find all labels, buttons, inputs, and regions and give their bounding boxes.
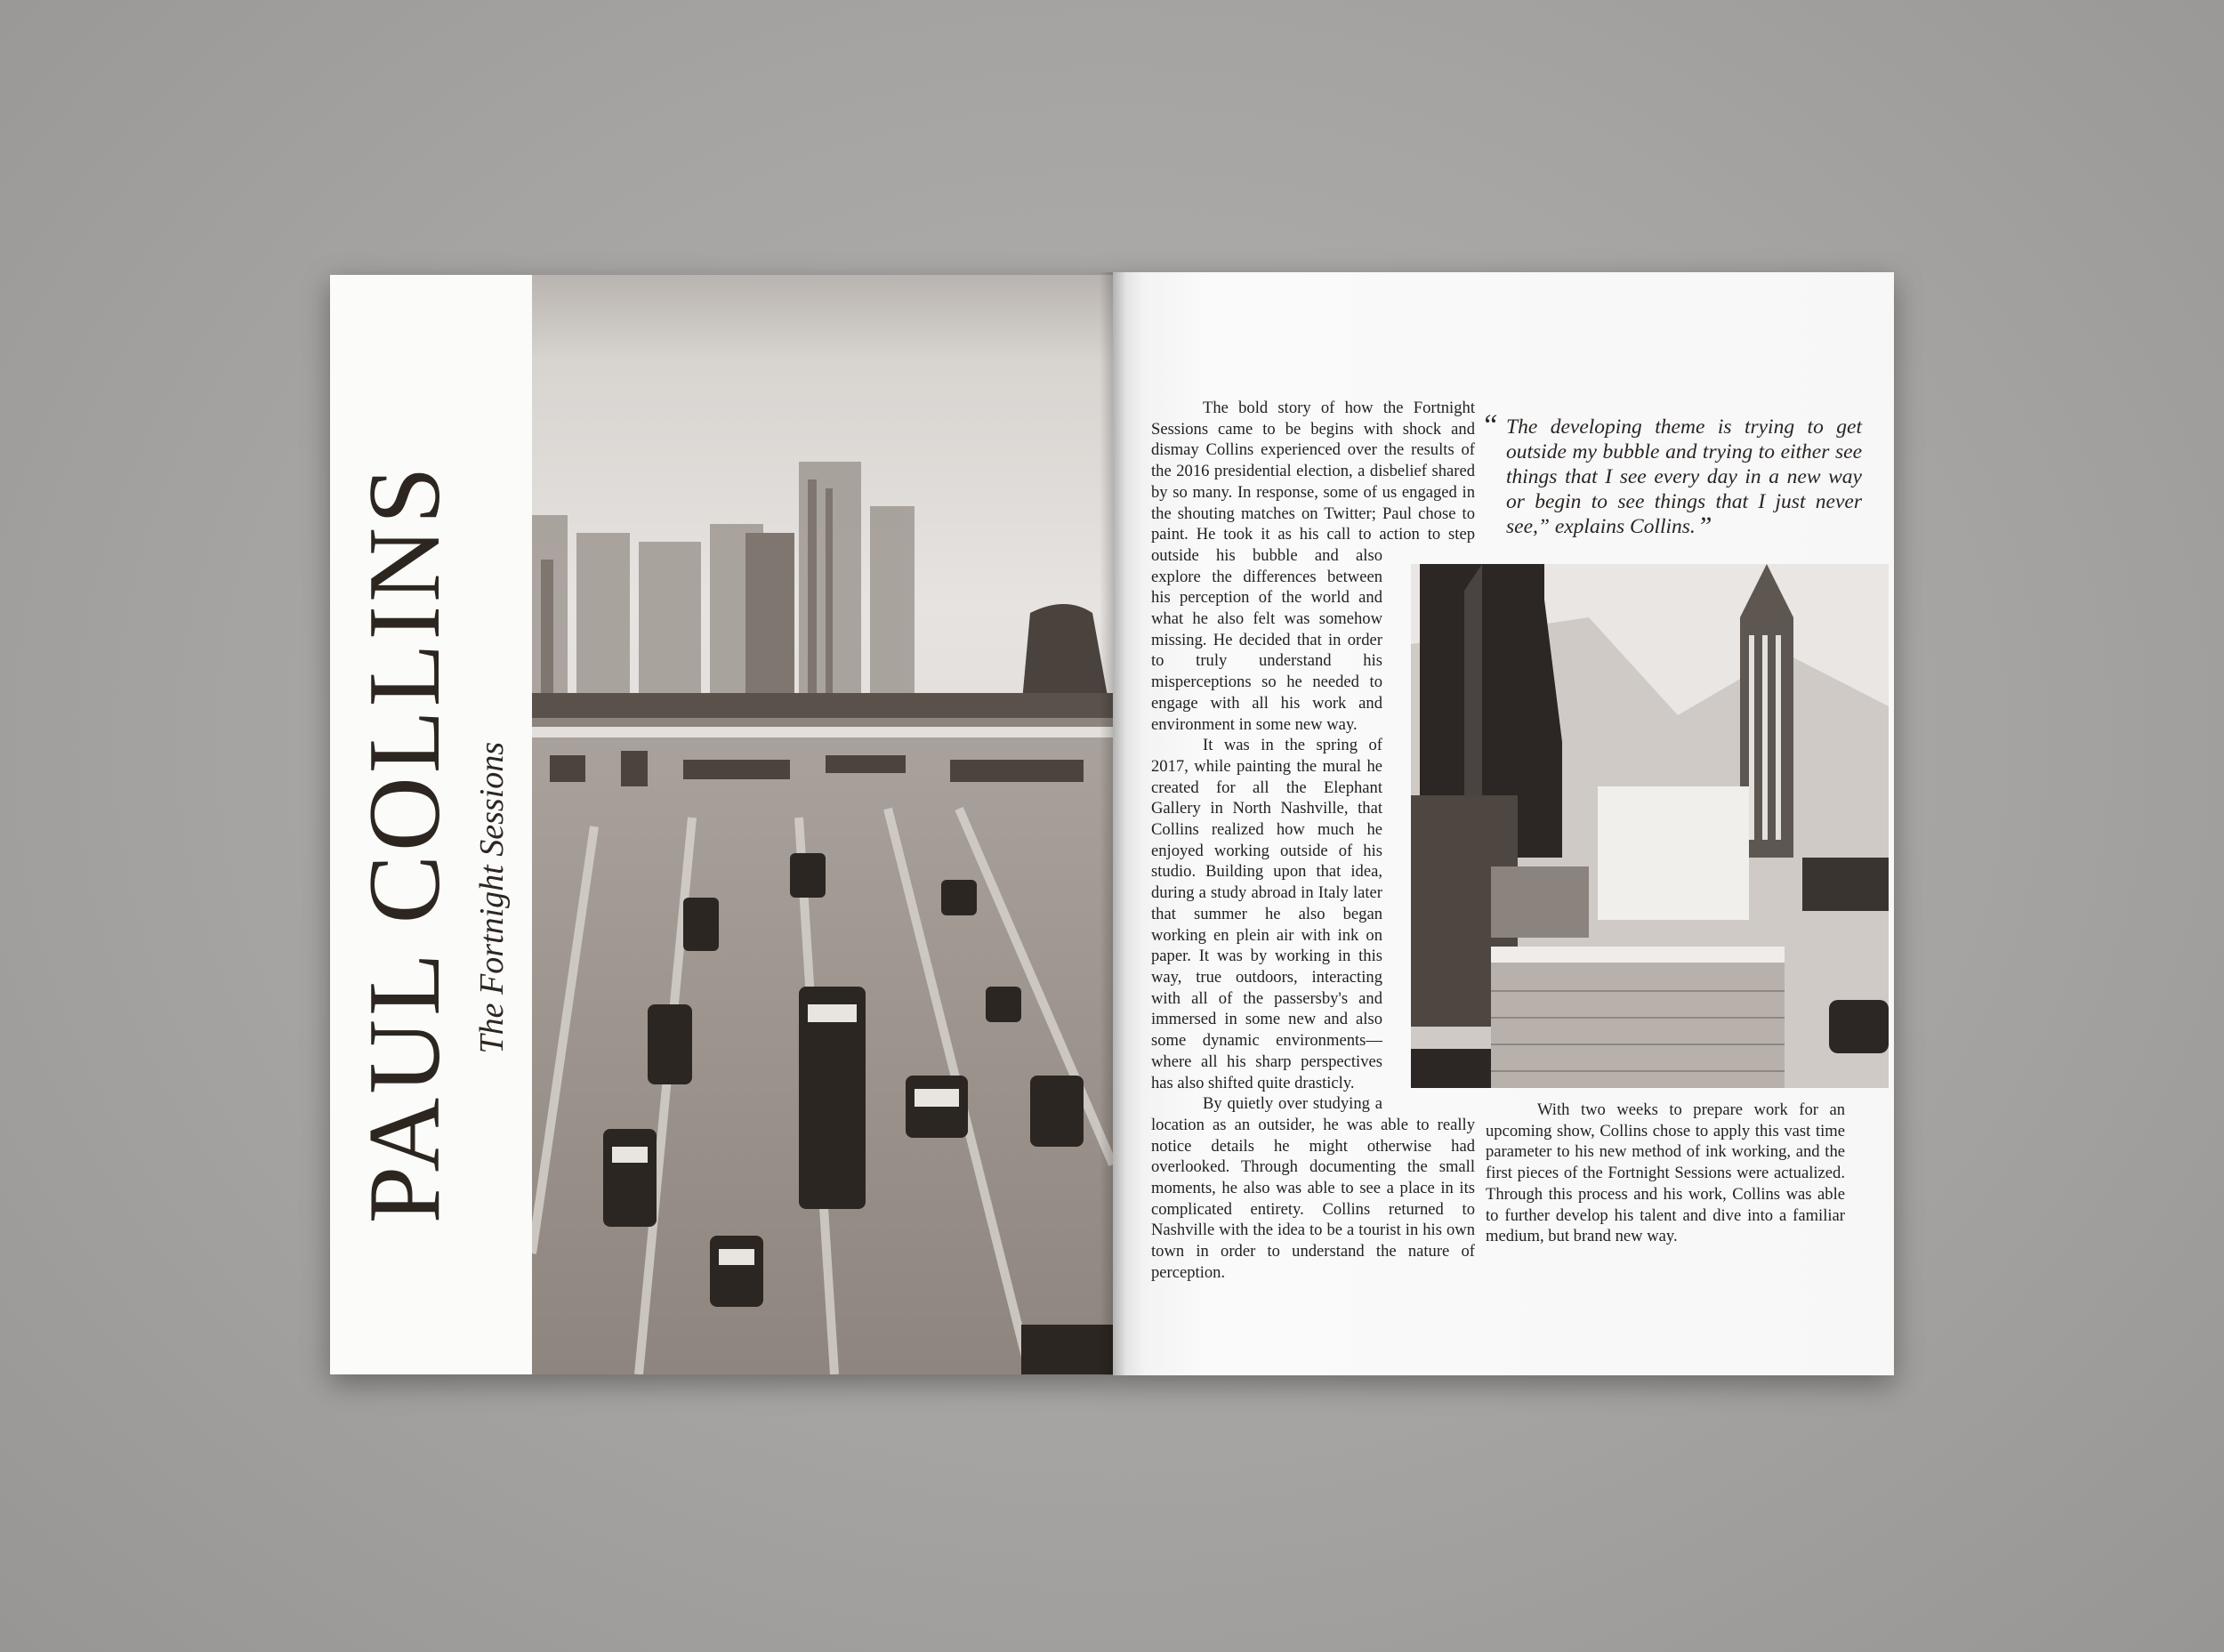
paragraph: It was in the spring of 2017, while painting the mural he created for all the Elephant Gallery in North Nashville, that Collins realized how much he enjoyed working outside of his studio. Building upon that idea, during a study abroad in Italy later that summer he also began working en plein air with ink on paper. It was by working in this way, true outdoors, interacting with all of the passersby's and immersed in some new and also some dynamic environments—where all his sharp perspectives has also shifted quite drasticly. [1151,736,1382,1092]
pull-quote [1481,409,1862,541]
highway-ink-painting [532,275,1113,1374]
paragraph: With two weeks to prepare work for an upcoming show, Collins chose to apply this vast time parameter to his new method of ink working, and the first pieces of the Fortnight Sessions were actualized. Through this process and his work, Collins was able to further develop his talent and dive into a familiar medium, but brand new way. [1486,1100,1845,1246]
close-quote-mark: ” [1696,512,1712,541]
paragraph: By quietly over studying a location as an outsider, he was able to really notice details he might otherwise had overlooked. Through documenting the small moments, he also was able to see a place in its complicated entirety. Collins returned to Nashville with the idea to be a tourist in his own town in order to understand the nature of perception. [1151,1094,1475,1282]
city-skyline-ink-painting [1411,564,1889,1088]
article-column-2 [1486,1100,1845,1247]
open-quote-mark: “ [1481,409,1498,442]
spine-shadow [1100,272,1126,1375]
paragraph: The bold story of how the Fortnight Sessions came to be begins with shock and dismay Collins experienced over the results of the 2016 presidential election, a disbelief shared by so many. In response, some of us engaged in the shouting matches on Twitter; Paul chose to paint. He took it as his call to action to step outside his bubble and also explore the differences between his perception of the world and what he also felt was somehow missing. He decided that in order to truly understand his misperceptions so he needed to engage with all his work and environment in some new way. [1151,399,1475,734]
pull-quote-text: The developing theme is trying to get outside my bubble and trying to either see things that I see every day in a new way or begin to see things that I just never see,” explains Collins. [1506,415,1862,538]
article-title: PAUL COLLINS [348,463,462,1224]
title-block [338,329,534,1352]
article-subtitle: The Fortnight Sessions [473,742,511,1054]
